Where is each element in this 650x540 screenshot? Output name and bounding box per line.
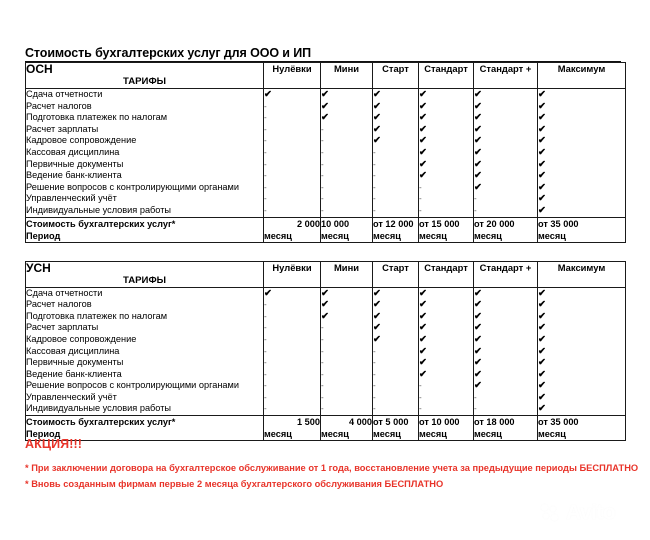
cell-included-check-icon: ✔ [538, 346, 626, 358]
cell-unavailable: - [264, 311, 321, 323]
tariff-table-осн [25, 62, 626, 243]
cell-unavailable: - [264, 357, 321, 369]
section-label: УСН [26, 261, 264, 275]
cell-included-check-icon: ✔ [474, 322, 538, 334]
cell-included-check-icon: ✔ [474, 334, 538, 346]
tariff-tables-container [25, 62, 625, 441]
cell-unavailable: - [264, 369, 321, 381]
cell-included-check-icon: ✔ [538, 322, 626, 334]
cell-included-check-icon: ✔ [538, 334, 626, 346]
price-row [26, 217, 626, 230]
period-value: месяц [264, 230, 321, 243]
section-label: ОСН [26, 63, 264, 77]
cell-included-check-icon: ✔ [538, 89, 626, 101]
period-value: месяц [264, 428, 321, 441]
cell-included-check-icon: ✔ [373, 311, 419, 323]
cell-included-check-icon: ✔ [538, 403, 626, 415]
feature-label: Кассовая дисциплина [26, 147, 264, 159]
cell-included-check-icon: ✔ [373, 299, 419, 311]
cell-unavailable: - [373, 392, 419, 404]
tariff-table-усн [25, 261, 626, 442]
period-value: месяц [474, 428, 538, 441]
price-value: 2 000 [264, 217, 321, 230]
cell-unavailable: - [321, 322, 373, 334]
column-header-5: Стандарт + [474, 261, 538, 287]
cell-unavailable: - [321, 357, 373, 369]
table-row [26, 159, 626, 171]
feature-label: Расчет налогов [26, 299, 264, 311]
cell-included-check-icon: ✔ [538, 392, 626, 404]
period-value: месяц [419, 230, 474, 243]
period-value: месяц [321, 428, 373, 441]
cell-unavailable: - [264, 334, 321, 346]
cell-unavailable: - [419, 392, 474, 404]
promotion-block [25, 437, 639, 492]
cell-included-check-icon: ✔ [321, 299, 373, 311]
price-list-document [25, 46, 625, 441]
cell-included-check-icon: ✔ [538, 159, 626, 171]
cell-unavailable: - [373, 380, 419, 392]
cell-unavailable: - [264, 346, 321, 358]
cell-included-check-icon: ✔ [419, 159, 474, 171]
cell-unavailable: - [474, 392, 538, 404]
column-header-2: Мини [321, 63, 373, 89]
table-row [26, 170, 626, 182]
promotion-line: * Вновь созданным фирмам первые 2 месяца бухгалтерского обслуживания БЕСПЛАТНО [25, 479, 444, 489]
cell-included-check-icon: ✔ [419, 322, 474, 334]
price-value: от 20 000 [474, 217, 538, 230]
cell-included-check-icon: ✔ [538, 170, 626, 182]
cell-unavailable: - [264, 299, 321, 311]
feature-label: Решение вопросов с контролирующими органами [26, 182, 264, 194]
feature-label: Расчет налогов [26, 101, 264, 113]
cell-unavailable: - [373, 403, 419, 415]
cell-unavailable: - [474, 193, 538, 205]
cell-unavailable: - [264, 392, 321, 404]
table-row [26, 101, 626, 113]
cell-included-check-icon: ✔ [419, 357, 474, 369]
cell-unavailable: - [373, 182, 419, 194]
cell-included-check-icon: ✔ [321, 287, 373, 299]
cell-included-check-icon: ✔ [373, 112, 419, 124]
cell-included-check-icon: ✔ [538, 380, 626, 392]
column-header-6: Максимум [538, 63, 626, 89]
cell-unavailable: - [321, 403, 373, 415]
period-value: месяц [419, 428, 474, 441]
cell-included-check-icon: ✔ [474, 287, 538, 299]
feature-label: Кассовая дисциплина [26, 346, 264, 358]
price-value: 4 000 [321, 416, 373, 429]
column-header-1: Нулёвки [264, 261, 321, 287]
cell-unavailable: - [321, 334, 373, 346]
table-row [26, 182, 626, 194]
table-row [26, 89, 626, 101]
cell-included-check-icon: ✔ [321, 311, 373, 323]
feature-label: Первичные документы [26, 159, 264, 171]
table-row [26, 124, 626, 136]
cell-included-check-icon: ✔ [419, 147, 474, 159]
period-row [26, 230, 626, 243]
cell-included-check-icon: ✔ [474, 135, 538, 147]
period-value: месяц [373, 428, 419, 441]
feature-label: Подготовка платежек по налогам [26, 112, 264, 124]
cell-included-check-icon: ✔ [321, 89, 373, 101]
feature-label: Ведение банк-клиента [26, 170, 264, 182]
cell-included-check-icon: ✔ [538, 101, 626, 113]
feature-label: Управленческий учёт [26, 193, 264, 205]
cell-unavailable: - [474, 403, 538, 415]
price-value: 1 500 [264, 416, 321, 429]
cell-unavailable: - [321, 380, 373, 392]
cell-unavailable: - [419, 182, 474, 194]
feature-label: Управленческий учёт [26, 392, 264, 404]
feature-label: Решение вопросов с контролирующими органами [26, 380, 264, 392]
column-header-6: Максимум [538, 261, 626, 287]
feature-label: Сдача отчетности [26, 89, 264, 101]
price-row-label: Стоимость бухгалтерских услуг* [26, 416, 264, 429]
cell-included-check-icon: ✔ [474, 369, 538, 381]
cell-included-check-icon: ✔ [419, 287, 474, 299]
cell-included-check-icon: ✔ [419, 170, 474, 182]
column-header-2: Мини [321, 261, 373, 287]
feature-label: Индивидуальные условия работы [26, 205, 264, 217]
cell-unavailable: - [264, 403, 321, 415]
feature-label: Расчет зарплаты [26, 124, 264, 136]
period-value: месяц [321, 230, 373, 243]
table-row [26, 346, 626, 358]
cell-included-check-icon: ✔ [321, 101, 373, 113]
table-row [26, 147, 626, 159]
section-header-row [26, 261, 626, 275]
price-row-label: Стоимость бухгалтерских услуг* [26, 217, 264, 230]
cell-unavailable: - [264, 193, 321, 205]
cell-unavailable: - [321, 182, 373, 194]
cell-unavailable: - [373, 170, 419, 182]
price-value: от 12 000 [373, 217, 419, 230]
period-value: месяц [373, 230, 419, 243]
cell-included-check-icon: ✔ [474, 346, 538, 358]
cell-included-check-icon: ✔ [419, 346, 474, 358]
cell-included-check-icon: ✔ [474, 380, 538, 392]
price-value: от 18 000 [474, 416, 538, 429]
cell-included-check-icon: ✔ [264, 287, 321, 299]
period-value: месяц [474, 230, 538, 243]
cell-included-check-icon: ✔ [538, 205, 626, 217]
tarify-header: ТАРИФЫ [26, 275, 264, 288]
cell-unavailable: - [264, 147, 321, 159]
cell-included-check-icon: ✔ [419, 311, 474, 323]
cell-included-check-icon: ✔ [474, 101, 538, 113]
cell-unavailable: - [264, 124, 321, 136]
price-value: от 10 000 [419, 416, 474, 429]
feature-label: Индивидуальные условия работы [26, 403, 264, 415]
cell-included-check-icon: ✔ [538, 299, 626, 311]
cell-unavailable: - [321, 392, 373, 404]
cell-unavailable: - [264, 112, 321, 124]
cell-unavailable: - [373, 346, 419, 358]
cell-unavailable: - [373, 357, 419, 369]
cell-included-check-icon: ✔ [538, 311, 626, 323]
cell-included-check-icon: ✔ [538, 287, 626, 299]
cell-unavailable: - [373, 193, 419, 205]
period-row-label: Период [26, 428, 264, 441]
avito-watermark [540, 500, 635, 526]
table-row [26, 357, 626, 369]
cell-included-check-icon: ✔ [474, 311, 538, 323]
table-row [26, 112, 626, 124]
table-row [26, 205, 626, 217]
cell-unavailable: - [264, 182, 321, 194]
cell-unavailable: - [321, 147, 373, 159]
price-value: от 35 000 [538, 416, 626, 429]
cell-unavailable: - [321, 193, 373, 205]
cell-unavailable: - [264, 205, 321, 217]
cell-included-check-icon: ✔ [419, 334, 474, 346]
column-header-4: Стандарт [419, 261, 474, 287]
cell-included-check-icon: ✔ [538, 112, 626, 124]
avito-watermark-label: Avito [566, 501, 616, 524]
table-row [26, 135, 626, 147]
cell-unavailable: - [321, 135, 373, 147]
cell-included-check-icon: ✔ [419, 369, 474, 381]
cell-included-check-icon: ✔ [419, 135, 474, 147]
cell-included-check-icon: ✔ [419, 89, 474, 101]
cell-unavailable: - [373, 205, 419, 217]
table-row [26, 287, 626, 299]
cell-included-check-icon: ✔ [419, 124, 474, 136]
cell-included-check-icon: ✔ [474, 159, 538, 171]
price-value: от 35 000 [538, 217, 626, 230]
feature-label: Подготовка платежек по налогам [26, 311, 264, 323]
cell-included-check-icon: ✔ [373, 124, 419, 136]
cell-unavailable: - [419, 205, 474, 217]
cell-included-check-icon: ✔ [474, 170, 538, 182]
feature-label: Расчет зарплаты [26, 322, 264, 334]
cell-unavailable: - [264, 380, 321, 392]
feature-label: Ведение банк-клиента [26, 369, 264, 381]
cell-unavailable: - [321, 170, 373, 182]
cell-included-check-icon: ✔ [373, 287, 419, 299]
price-value: 10 000 [321, 217, 373, 230]
tarify-header: ТАРИФЫ [26, 76, 264, 89]
column-header-5: Стандарт + [474, 63, 538, 89]
feature-label: Кадровое сопровождение [26, 334, 264, 346]
column-header-3: Старт [373, 261, 419, 287]
table-row [26, 334, 626, 346]
cell-unavailable: - [264, 170, 321, 182]
cell-included-check-icon: ✔ [538, 147, 626, 159]
feature-label: Сдача отчетности [26, 287, 264, 299]
cell-included-check-icon: ✔ [538, 182, 626, 194]
cell-included-check-icon: ✔ [538, 357, 626, 369]
cell-included-check-icon: ✔ [474, 299, 538, 311]
table-row [26, 392, 626, 404]
table-row [26, 311, 626, 323]
cell-included-check-icon: ✔ [373, 322, 419, 334]
table-row [26, 380, 626, 392]
price-value: от 5 000 [373, 416, 419, 429]
table-row [26, 193, 626, 205]
cell-included-check-icon: ✔ [474, 112, 538, 124]
table-row [26, 403, 626, 415]
period-value: месяц [538, 428, 626, 441]
cell-unavailable: - [373, 147, 419, 159]
cell-included-check-icon: ✔ [474, 147, 538, 159]
cell-unavailable: - [321, 205, 373, 217]
cell-included-check-icon: ✔ [538, 193, 626, 205]
cell-unavailable: - [321, 346, 373, 358]
cell-unavailable: - [264, 135, 321, 147]
cell-unavailable: - [264, 101, 321, 113]
section-header-row [26, 63, 626, 77]
cell-unavailable: - [321, 159, 373, 171]
period-row-label: Период [26, 230, 264, 243]
cell-included-check-icon: ✔ [321, 112, 373, 124]
table-row [26, 369, 626, 381]
price-row [26, 416, 626, 429]
cell-included-check-icon: ✔ [373, 101, 419, 113]
cell-unavailable: - [264, 159, 321, 171]
promotion-line: * При заключении договора на бухгалтерское обслуживание от 1 года, восстановление учета за предыдущие периоды БЕСПЛАТНО [25, 463, 639, 473]
feature-label: Первичные документы [26, 357, 264, 369]
cell-unavailable: - [474, 205, 538, 217]
cell-unavailable: - [321, 124, 373, 136]
cell-included-check-icon: ✔ [419, 101, 474, 113]
cell-unavailable: - [419, 380, 474, 392]
cell-included-check-icon: ✔ [419, 112, 474, 124]
cell-included-check-icon: ✔ [474, 357, 538, 369]
table-row [26, 322, 626, 334]
table-row [26, 299, 626, 311]
cell-unavailable: - [373, 159, 419, 171]
feature-label: Кадровое сопровождение [26, 135, 264, 147]
cell-unavailable: - [264, 322, 321, 334]
cell-unavailable: - [419, 403, 474, 415]
cell-included-check-icon: ✔ [538, 369, 626, 381]
cell-unavailable: - [373, 369, 419, 381]
period-value: месяц [538, 230, 626, 243]
page-title: Стоимость бухгалтерских услуг для ООО и ИП [25, 46, 621, 62]
promotion-title: АКЦИЯ!!! [25, 437, 83, 451]
column-header-1: Нулёвки [264, 63, 321, 89]
cell-included-check-icon: ✔ [373, 89, 419, 101]
cell-included-check-icon: ✔ [264, 89, 321, 101]
cell-included-check-icon: ✔ [538, 135, 626, 147]
cell-included-check-icon: ✔ [373, 135, 419, 147]
column-header-3: Старт [373, 63, 419, 89]
cell-included-check-icon: ✔ [538, 124, 626, 136]
cell-included-check-icon: ✔ [474, 182, 538, 194]
cell-unavailable: - [419, 193, 474, 205]
cell-unavailable: - [321, 369, 373, 381]
cell-included-check-icon: ✔ [474, 89, 538, 101]
cell-included-check-icon: ✔ [419, 299, 474, 311]
price-value: от 15 000 [419, 217, 474, 230]
cell-included-check-icon: ✔ [474, 124, 538, 136]
cell-included-check-icon: ✔ [373, 334, 419, 346]
table-spacer [25, 243, 625, 261]
column-header-4: Стандарт [419, 63, 474, 89]
